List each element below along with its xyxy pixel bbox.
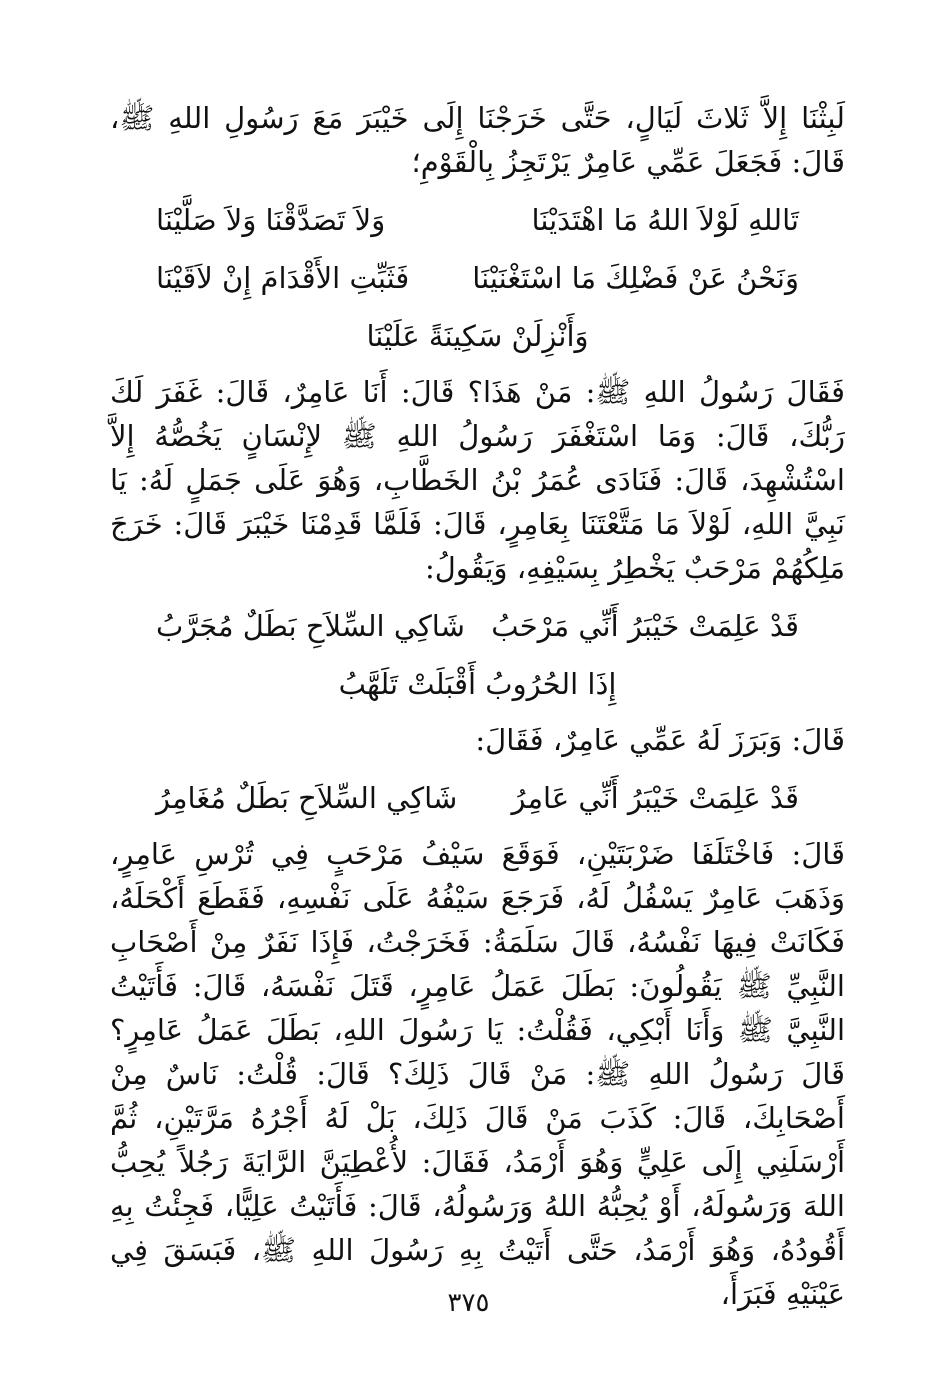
verse-hemistich-left: وَلاَ تَصَدَّقْنَا وَلاَ صَلَّيْنَا (156, 203, 386, 237)
page-number: ٣٧٥ (447, 1288, 490, 1318)
verse-hemistich-right: تَاللهِ لَوْلاَ اللهُ مَا اهْتَدَيْنَا (531, 203, 799, 237)
verse-hemistich-left: شَاكِي السِّلاَحِ بَطَلٌ مُغَامِرُ (156, 781, 458, 815)
verse-line (110, 604, 845, 648)
verse-line (110, 776, 845, 820)
paragraph-short: قَالَ: وَبَرَزَ لَهُ عَمِّي عَامِرٌ، فَقَالَ: (475, 723, 845, 757)
verse-hemistich-right: وَنَحْنُ عَنْ فَضْلِكَ مَا اسْتَغْنَيْنَا (472, 261, 799, 295)
verse-line (110, 256, 845, 300)
verse-hemistich-left: فَثَبِّتِ الأَقْدَامَ إِنْ لاَقَيْنَا (156, 261, 410, 295)
verse-hemistich-right: قَدْ عَلِمَتْ خَيْبَرُ أَنِّي عَامِرُ (511, 781, 799, 815)
verse-single-line: وَأَنْزِلَنْ سَكِينَةً عَلَيْنَا (366, 319, 589, 353)
paragraph-intro: لَبِثْنَا إِلاَّ ثَلاثَ لَيَالٍ، حَتَّى خَرَجْنَا إِلَى خَيْبَرَ مَعَ رَسُولِ اللهِ ﷺ، قَالَ: فَجَعَلَ عَمِّي عَامِرٌ يَرْتَجِزُ بِالْقَوْمِ؛ (110, 101, 845, 179)
verse-hemistich-left: شَاكِي السِّلاَحِ بَطَلٌ مُجَرَّبُ (156, 609, 465, 643)
verse-line (110, 198, 845, 242)
paragraph-main: فَقَالَ رَسُولُ اللهِ ﷺ: مَنْ هَذَا؟ قَالَ: أَنَا عَامِرٌ، قَالَ: غَفَرَ لَكَ رَبُّكَ، قَالَ: وَمَا اسْتَغْفَرَ رَسُولُ اللهِ ﷺ لإِنْسَانٍ يَخُصُّهُ إِلاَّ اسْتُشْهِدَ، قَالَ: فَنَادَى عُمَرُ بْنُ الخَطَّابِ، وَهُوَ عَلَى جَمَلٍ لَهُ: يَا نَبِيَّ اللهِ، لَوْلاَ مَا مَتَّعْتَنَا بِعَامِرٍ، قَالَ: فَلَمَّا قَدِمْنَا خَيْبَرَ قَالَ: خَرَجَ مَلِكُهُمْ مَرْحَبٌ يَخْطِرُ بِسَيْفِهِ، وَيَقُولُ: (110, 375, 845, 585)
verse-hemistich-right: قَدْ عَلِمَتْ خَيْبَرُ أَنِّي مَرْحَبُ (491, 609, 799, 643)
verse-single-line: إِذَا الحُرُوبُ أَقْبَلَتْ تَلَهَّبُ (338, 667, 617, 701)
paragraph-final: قَالَ: فَاخْتَلَفَا ضَرْبَتَيْنِ، فَوَقَعَ سَيْفُ مَرْحَبٍ فِي تُرْسِ عَامِرٍ، وَذَهَبَ عَامِرٌ يَسْفُلُ لَهُ، فَرَجَعَ سَيْفُهُ عَلَى نَفْسِهِ، فَقَطَعَ أَكْحَلَهُ، فَكَانَتْ فِيهَا نَفْسُهُ، قَالَ سَلَمَةُ: فَخَرَجْتُ، فَإِذَا نَفَرٌ مِنْ أَصْحَابِ النَّبِيِّ ﷺ يَقُولُونَ: بَطَلَ عَمَلُ عَامِرٍ، قَتَلَ نَفْسَهُ، قَالَ: فَأَتَيْتُ النَّبِيَّ ﷺ وَأَنَا أَبْكِي، فَقُلْتُ: يَا رَسُولَ اللهِ، بَطَلَ عَمَلُ عَامِرٍ؟ قَالَ رَسُولُ اللهِ ﷺ: مَنْ قَالَ ذَلِكَ؟ قَالَ: قُلْتُ: نَاسٌ مِنْ أَصْحَابِكَ، قَالَ: كَذَبَ مَنْ قَالَ ذَلِكَ، بَلْ لَهُ أَجْرُهُ مَرَّتَيْنِ، ثُمَّ أَرْسَلَنِي إِلَى عَلِيٍّ وَهُوَ أَرْمَدُ، فَقَالَ: لأُعْطِيَنَّ الرَّايَةَ رَجُلاً يُحِبُّ اللهَ وَرَسُولَهُ، أَوْ يُحِبُّهُ اللهُ وَرَسُولُهُ، قَالَ: فَأَتَيْتُ عَلِيًّا، فَجِئْتُ بِهِ أَقُودُهُ، وَهُوَ أَرْمَدُ، حَتَّى أَتَيْتُ بِهِ رَسُولَ اللهِ ﷺ، فَبَسَقَ فِي عَيْنَيْهِ فَبَرَأَ، (110, 837, 845, 1311)
